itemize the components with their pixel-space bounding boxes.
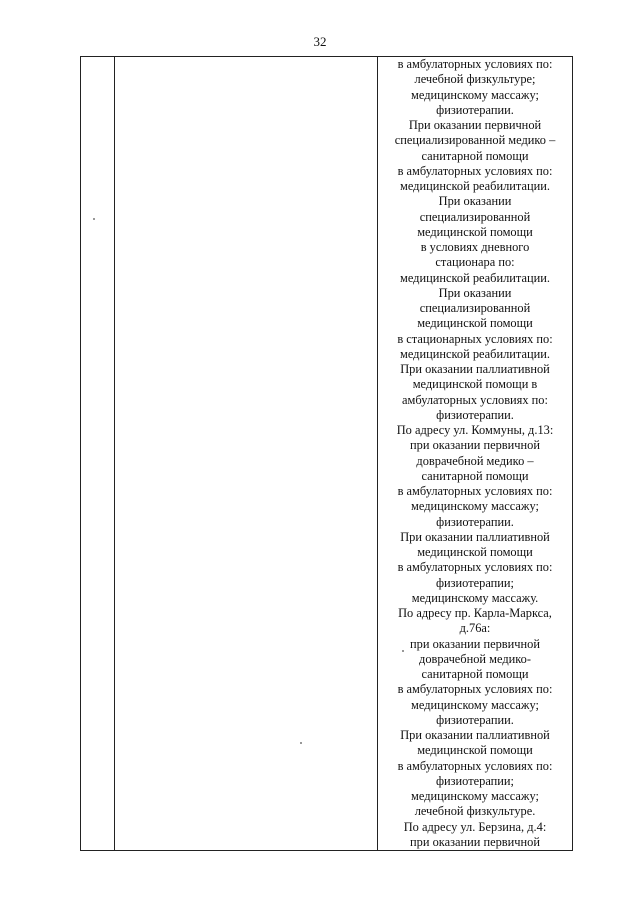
services-line: медицинской реабилитации. [400,179,550,193]
services-line: санитарной помощи [421,667,529,681]
services-line: специализированной [419,209,531,224]
services-line: в амбулаторных условиях по: [397,560,553,575]
organization-cell [115,57,378,851]
services-line: д.76а: [459,621,491,636]
services-line: медицинской помощи [417,316,533,331]
services-line: доврачебной медико- [419,651,531,666]
page-number: 32 [313,34,327,49]
scan-speck [300,742,302,744]
services-line: физиотерапии; [436,575,514,590]
services-line: санитарной помощи [421,148,529,163]
services-line: медицинской помощи [417,743,533,758]
services-line: физиотерапии. [436,407,514,422]
services-line: медицинскому массажу; [411,499,539,514]
document-table [80,56,573,851]
services-line: санитарной помощи [421,468,529,483]
services-line: в амбулаторных условиях по: [397,484,553,498]
services-line: При оказании паллиативной [400,529,550,544]
services-line: в амбулаторных условиях по: [397,57,553,71]
services-line: физиотерапии. [436,514,514,529]
services-line: При оказании [438,194,512,209]
services-line: физиотерапии; [436,773,514,788]
services-line: медицинской помощи [417,224,533,239]
services-line: в амбулаторных условиях по: [397,682,553,697]
number-cell [81,57,115,851]
services-line: медицинской реабилитации. [400,270,550,285]
services-line: медицинскому массажу; [411,87,539,102]
services-line: При оказании паллиативной [400,728,550,742]
scan-speck [93,218,95,220]
services-line: в амбулаторных условиях по: [397,163,553,178]
services-line: лечебной физкультуре; [414,72,536,87]
services-line: специализированной [419,301,531,315]
services-line: По адресу ул. Коммуны, д.13: [396,423,554,437]
services-line: медицинскому массажу. [411,590,539,605]
services-line: медицинскому массажу; [411,789,539,803]
services-line: в условиях дневного [420,240,530,254]
services-line: лечебной физкультуре. [414,804,536,819]
services-line: при оказании первичной [410,636,540,651]
services-line: амбулаторных условиях по: [402,392,548,407]
services-line: При оказании паллиативной [400,362,550,376]
table-row [81,57,573,851]
services-line: медицинской помощи в [412,377,538,392]
services-cell [378,57,573,851]
services-line: При оказании первичной [408,118,542,132]
services-line: стационара по: [435,255,515,270]
services-line: в амбулаторных условиях по: [397,758,553,773]
services-line: в стационарных условиях по: [397,331,553,346]
services-line: доврачебной медико – [416,453,534,468]
scan-speck [402,650,404,652]
services-line: По адресу пр. Карла-Маркса, [398,606,552,620]
services-line: при оказании первичной [410,438,540,453]
services-line: медицинской помощи [417,545,533,559]
services-line: физиотерапии. [436,102,514,117]
services-line: специализированной медико – [394,133,556,148]
services-line: медицинской реабилитации. [400,346,550,361]
services-text [378,57,572,850]
services-line: при оказании первичной [410,834,540,849]
services-line: По адресу ул. Берзина, д.4: [403,819,547,834]
services-line: медицинскому массажу; [411,697,539,712]
services-line: физиотерапии. [436,712,514,727]
services-line: При оказании [438,285,512,300]
